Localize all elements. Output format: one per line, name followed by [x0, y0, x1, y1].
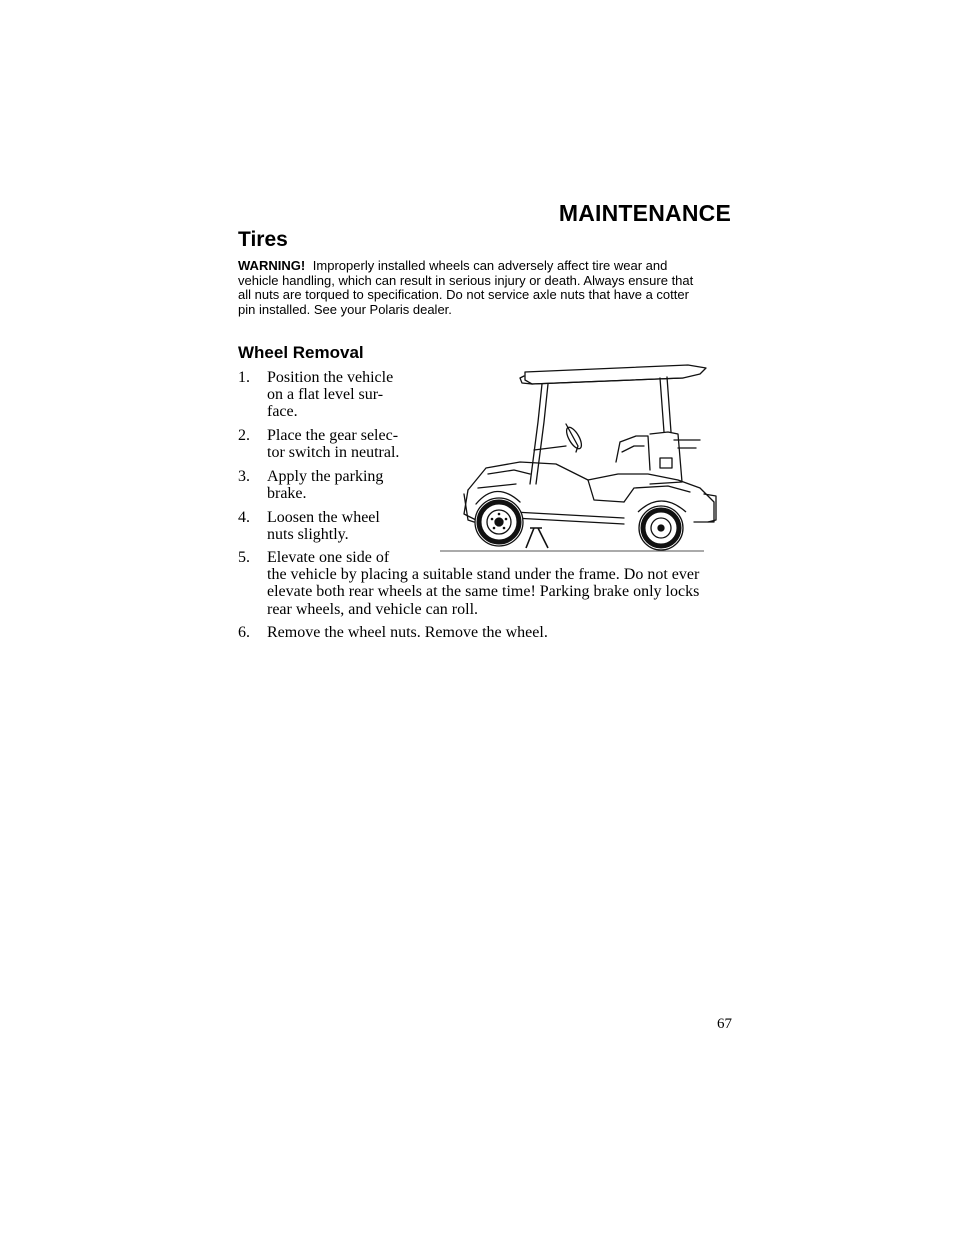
warning-line-1-text: Improperly installed wheels can adversely affect tire wear and	[312, 258, 668, 273]
step-line: rear wheels, and vehicle can roll.	[267, 600, 479, 618]
warning-line-4: pin installed. See your Polaris dealer.	[238, 301, 452, 317]
golf-cart-icon	[438, 362, 720, 554]
step-number: 3.	[238, 468, 250, 485]
warning-label: WARNING!	[238, 258, 306, 273]
golf-cart-on-stand-illustration	[438, 362, 720, 554]
step-4	[238, 509, 380, 543]
step-6	[238, 624, 548, 641]
step-5	[238, 549, 699, 618]
step-line: face.	[267, 403, 298, 421]
step-line: the vehicle by placing a suitable stand under the frame. Do not ever	[267, 566, 700, 584]
step-number: 5.	[238, 549, 250, 566]
step-line: Loosen the wheel	[267, 509, 380, 526]
warning-line-1	[238, 259, 734, 274]
wheel-removal-heading: Wheel Removal	[238, 343, 364, 362]
step-line: Apply the parking	[267, 468, 384, 485]
step-line: Place the gear selec-	[267, 427, 399, 444]
section-title: MAINTENANCE	[558, 200, 731, 226]
tires-heading: Tires	[238, 228, 288, 251]
step-line: on a flat level sur-	[267, 386, 384, 404]
step-2	[238, 427, 399, 461]
step-line: brake.	[267, 485, 307, 503]
step-line: elevate both rear wheels at the same time! Parking brake only locks	[267, 583, 700, 601]
warning-line-3: all nuts are torqued to specification. Do not service axle nuts that have a cotter	[238, 287, 689, 303]
step-number: 1.	[238, 369, 250, 386]
step-line: tor switch in neutral.	[267, 444, 400, 462]
step-line: Remove the wheel nuts. Remove the wheel.	[267, 624, 548, 641]
step-line: nuts slightly.	[267, 526, 349, 544]
jack-stand-icon	[526, 528, 548, 548]
step-number: 6.	[238, 624, 250, 641]
step-number: 4.	[238, 509, 250, 526]
page-number: 67	[717, 1016, 732, 1032]
warning-paragraph	[238, 259, 734, 317]
step-3	[238, 468, 383, 502]
step-number: 2.	[238, 427, 250, 444]
step-line: Position the vehicle	[267, 369, 394, 386]
front-wheel	[475, 498, 523, 546]
warning-line-2: vehicle handling, which can result in serious injury or death. Always ensure that	[238, 272, 694, 288]
step-1	[238, 369, 393, 421]
rear-wheel	[638, 501, 686, 550]
step-line: Elevate one side of	[267, 549, 390, 566]
